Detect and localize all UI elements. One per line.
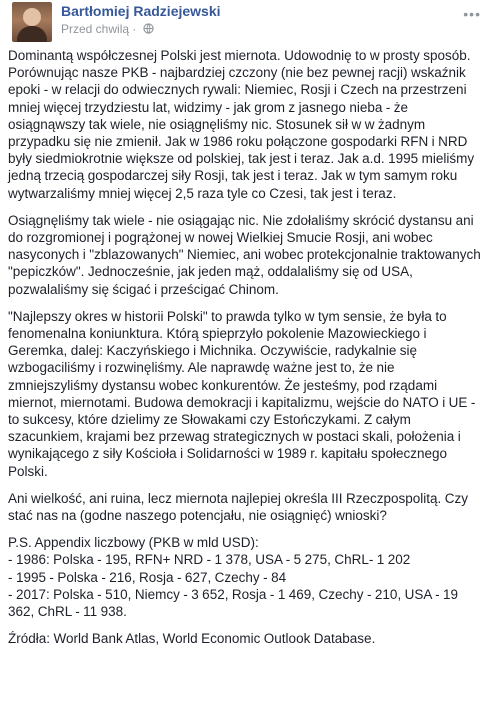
appendix-line: - 1986: Polska - 195, RFN+ NRD - 1 378, USA - 5 275, ChRL- 1 202 — [8, 552, 411, 568]
post-body — [8, 47, 486, 658]
post-header — [0, 0, 493, 40]
post-paragraph-2: Osiągnęliśmy tak wiele - nie osiągając nic. Nie zdołaliśmy skrócić dystansu ani do rozgromionej i pogrążonej w nowej Wielkiej Smucie Rosji, ani wobec nasyconych i "zblazowanych" Niemiec, ani wobec protekcjonalnie traktowanych "pepiczków". Jednocześnie, jak jeden mąż, oddalaliśmy się od USA, pozwalaliśmy się ścigać i prześcigać Chinom. — [8, 212, 481, 297]
timestamp[interactable]: Przed chwilą — [61, 22, 130, 36]
post-meta — [61, 22, 154, 37]
author-name[interactable]: Bartłomiej Radziejewski — [61, 3, 221, 19]
appendix-line: - 1995 - Polska - 216, Rosja - 627, Czechy - 84 — [8, 569, 287, 585]
more-horizontal-icon[interactable]: ••• — [463, 6, 481, 22]
author-avatar[interactable] — [12, 2, 52, 42]
post-paragraph-3: "Najlepszy okres w historii Polski" to prawda tylko w tym sensie, że była to fenomenalna koniunktura. Którą spieprzyło pokolenie Mazowieckiego i Geremka, dalej: Kaczyńskiego i Michnika. Oczywiście, radykalnie się wzbogaciliśmy i rozwinęliśmy. Ale naprawdę ważne jest to, że nie zmniejszyliśmy dystansu wobec konkurentów. Że jesteśmy, pod rządami miernot, miernotami. Budowa demokracji i kapitalizmu, wejście do NATO i UE - to sukcesy, które dzielimy ze Słowakami czy Estończykami. Z całym szacunkiem, krajami bez przewag strategicznych w postaci skali, położenia i wynikającego z siły Kościoła i Solidarności w 1989 r. kapitału społecznego Polski. — [8, 308, 476, 479]
post-paragraph-4: Ani wielkość, ani ruina, lecz miernota najlepiej określa III Rzeczpospolitą. Czy stać nas na (godne naszego potencjału, nie osiągnięć) wnioski? — [8, 490, 468, 524]
sources: Źródła: World Bank Atlas, World Economic Outlook Database. — [8, 631, 376, 647]
appendix — [8, 534, 486, 620]
separator-dot: · — [132, 22, 140, 36]
globe-icon[interactable] — [143, 23, 154, 37]
appendix-title: P.S. Appendix liczbowy (PKB w mld USD): — [8, 535, 259, 551]
post-paragraph-1: Dominantą współczesnej Polski jest miernota. Udowodnię to w prosty sposób. Porównując nasze PKB - najbardziej czczony (nie bez pewnej racji) wskaźnik epoki - w relacji do odwiecznych rywali: Niemiec, Rosji i Czech na przestrzeni mniej więcej trzydziestu lat, widzimy - jak grom z jasnego nieba - że osiągnąwszy tak wiele, nie osiągnęliśmy nic. Stosunek sił w w żadnym przypadku się nie zmienił. Jak w 1986 roku połączone gospodarki RFN i NRD były siedmiokrotnie większe od polskiej, tak jest i teraz. Jak a.d. 1995 mieliśmy jedną trzecią gospodarczej siły Rosji, tak jest i teraz. Jak w tym samym roku wytwarzaliśmy mniej więcej 2,5 raza tyle co Czesi, tak jest i teraz. — [8, 48, 475, 201]
appendix-line: - 2017: Polska - 510, Niemcy - 3 652, Rosja - 1 469, Czechy - 210, USA - 19 362, ChRL - 11 938. — [8, 586, 459, 620]
